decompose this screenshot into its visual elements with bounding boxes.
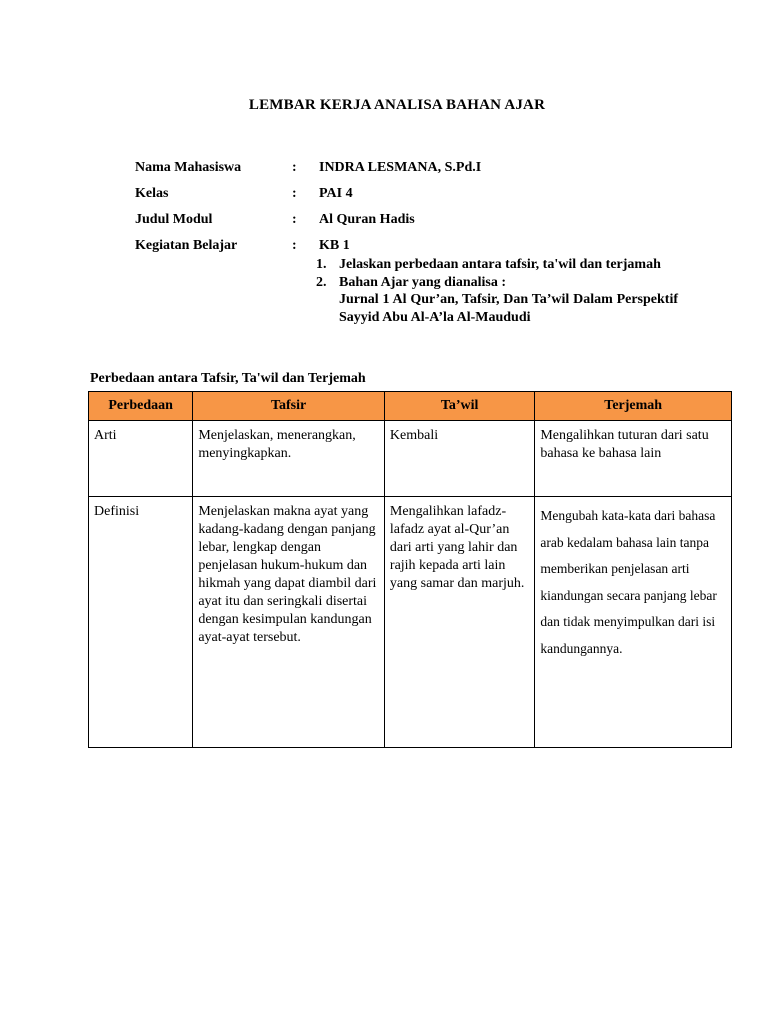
info-colon: : (292, 212, 297, 227)
info-colon: : (292, 186, 297, 201)
info-row-name (135, 160, 680, 186)
cell-tawil: Mengalihkan lafadz-lafadz ayat al-Qur’an dari arti yang lahir dan rajih kepada arti lain yang samar dan marjuh. (384, 497, 534, 748)
table-caption: Perbedaan antara Tafsir, Ta'wil dan Terjemah (90, 371, 366, 386)
info-value: KB 1 (319, 238, 350, 253)
info-label: Kelas (135, 186, 169, 201)
student-info (135, 160, 680, 264)
info-row-class (135, 186, 680, 212)
task-list (316, 256, 678, 326)
info-colon: : (292, 160, 297, 175)
cell-tafsir: Menjelaskan makna ayat yang kadang-kadang dengan panjang lebar, lengkap dengan penjelasan hukum-hukum dan hikmah yang dapat diambil dari ayat itu dan seringkali disertai dengan kesimpulan kandungan ayat-ayat tersebut. (193, 497, 385, 748)
task-detail: Jurnal 1 Al Qur’an, Tafsir, Dan Ta’wil Dalam Perspektif Sayyid Abu Al-A’la Al-Maududi (339, 292, 678, 325)
header-tafsir: Tafsir (193, 392, 385, 421)
info-value: INDRA LESMANA, S.Pd.I (319, 160, 482, 175)
info-label: Judul Modul (135, 212, 213, 227)
comparison-table (88, 391, 732, 748)
task-item (316, 256, 678, 274)
table-row (89, 421, 732, 497)
header-perbedaan: Perbedaan (89, 392, 193, 421)
cell-tafsir: Menjelaskan, menerangkan, menyingkapkan. (193, 421, 385, 497)
task-number: 2. (316, 274, 327, 290)
task-text: Jelaskan perbedaan antara tafsir, ta'wil dan terjamah (339, 257, 661, 272)
cell-terjemah: Mengalihkan tuturan dari satu bahasa ke bahasa lain (535, 421, 732, 497)
task-number: 1. (316, 257, 327, 272)
header-terjemah: Terjemah (535, 392, 732, 421)
info-value: PAI 4 (319, 186, 353, 201)
header-tawil: Ta’wil (384, 392, 534, 421)
cell-tawil: Kembali (384, 421, 534, 497)
info-value: Al Quran Hadis (319, 212, 415, 227)
page-title: LEMBAR KERJA ANALISA BAHAN AJAR (248, 97, 546, 113)
info-label: Kegiatan Belajar (135, 238, 238, 253)
info-colon: : (292, 238, 297, 253)
cell-perbedaan: Definisi (89, 497, 193, 748)
cell-perbedaan: Arti (89, 421, 193, 497)
table-header-row (89, 392, 732, 421)
info-row-module (135, 212, 680, 238)
cell-terjemah: Mengubah kata-kata dari bahasa arab kedalam bahasa lain tanpa memberikan penjelasan arti kiandungan secara panjang lebar dan tidak menyimpulkan dari isi kandungannya. (535, 497, 732, 748)
info-label: Nama Mahasiswa (135, 160, 242, 175)
task-item (316, 274, 678, 327)
task-text: Bahan Ajar yang dianalisa : (339, 274, 507, 290)
table-row (89, 497, 732, 748)
